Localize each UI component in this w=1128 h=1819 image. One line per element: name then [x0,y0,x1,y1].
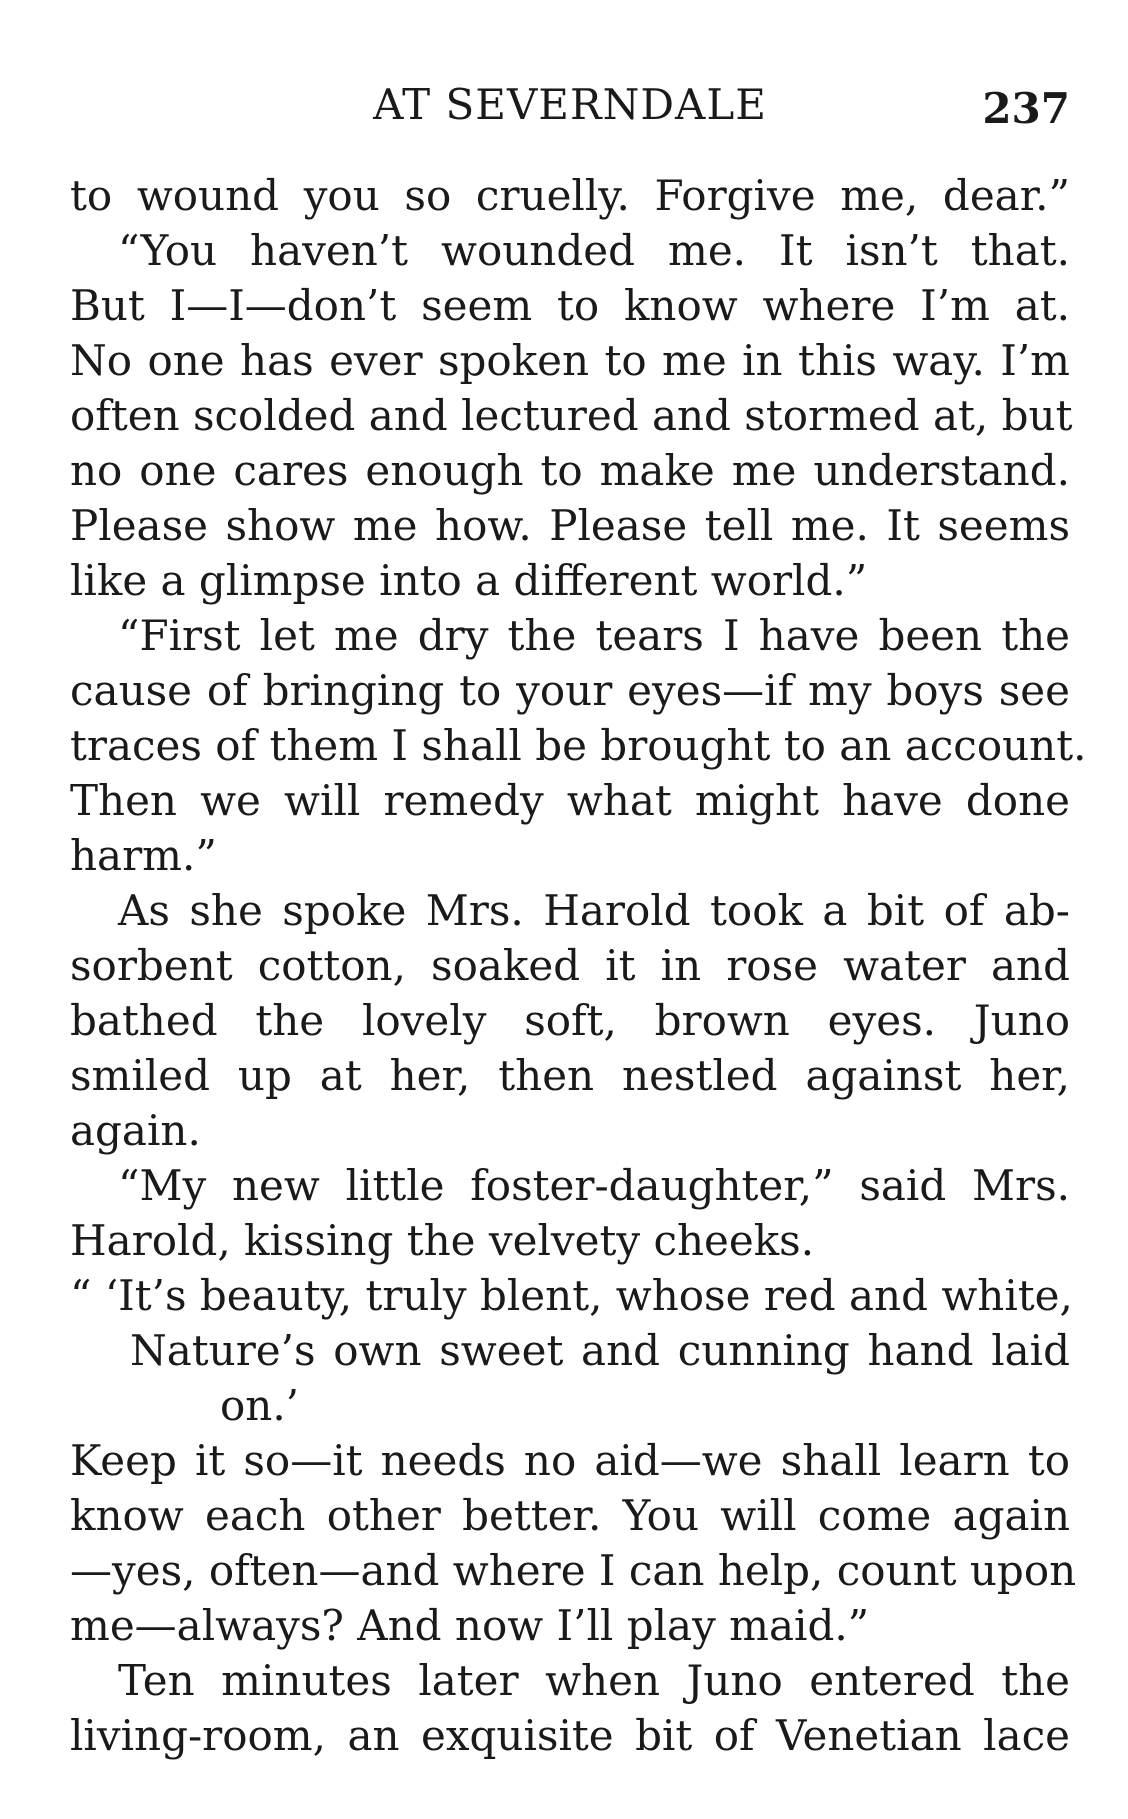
body-text [70,168,1087,1763]
text-line: sorbent cotton, soaked it in rose water and [70,941,1070,990]
text-line: But I—I—don’t seem to know where I’m at. [70,281,1070,330]
text-line: Harold, kissing the velvety cheeks. [70,1216,815,1265]
page-number: 237 [982,84,1070,133]
text-line: smiled up at her, then nestled against her, [70,1051,1070,1100]
text-line: cause of bringing to your eyes—if my boys see [70,666,1070,715]
text-line: like a glimpse into a different world.” [70,556,868,605]
text-line: “First let me dry the tears I have been the [118,611,1070,660]
verse-line: on.’ [220,1381,300,1430]
text-line: Keep it so—it needs no aid—we shall learn to [70,1436,1070,1485]
text-line: no one cares enough to make me understand. [70,446,1070,495]
text-line: “My new little foster-daughter,” said Mrs. [118,1161,1070,1210]
text-line: —yes, often—and where I can help, count upon [70,1546,1077,1595]
text-line: Ten minutes later when Juno entered the [118,1656,1070,1705]
text-line: know each other better. You will come again [70,1491,1070,1540]
page-header [70,80,1070,140]
text-line: me—always? And now I’ll play maid.” [70,1601,870,1650]
running-title: AT SEVERNDALE [373,80,767,129]
text-line: “You haven’t wounded me. It isn’t that. [118,226,1070,275]
text-line: No one has ever spoken to me in this way. I’m [70,336,1070,385]
verse-line: Nature’s own sweet and cunning hand laid [130,1326,1070,1375]
text-line: bathed the lovely soft, brown eyes. Juno [70,996,1070,1045]
text-line: As she spoke Mrs. Harold took a bit of ab- [118,886,1070,935]
text-line: harm.” [70,831,217,880]
text-line: traces of them I shall be brought to an account. [70,721,1087,770]
text-line: again. [70,1106,201,1155]
text-line: Then we will remedy what might have done [70,776,1070,825]
text-line: Please show me how. Please tell me. It seems [70,501,1070,550]
text-line: to wound you so cruelly. Forgive me, dear.” [70,171,1070,220]
verse-line: “ ‘It’s beauty, truly blent, whose red and white, [70,1271,1073,1320]
text-line: living-room, an exquisite bit of Venetian lace [70,1711,1070,1760]
text-line: often scolded and lectured and stormed at, but [70,391,1073,440]
